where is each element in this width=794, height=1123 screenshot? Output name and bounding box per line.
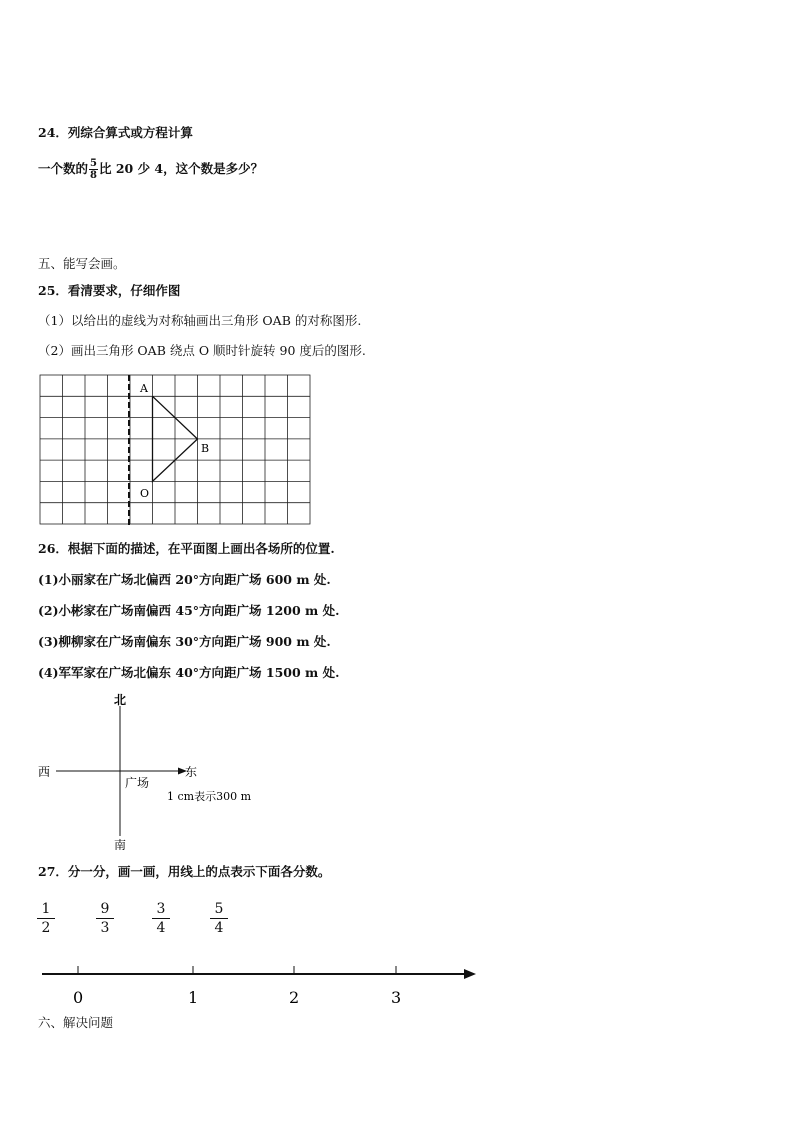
grid-lines [40,375,310,524]
label-o: O [140,487,150,500]
q26-item1: (1)小丽家在广场北偏西 20°方向距广场 600 m 处. [38,572,331,587]
section6-heading: 六、解决问题 [38,1015,114,1030]
q24-text-after: 比 20 少 4，这个数是多少？ [98,161,264,176]
q27-number-line [36,962,481,1012]
fraction-9-3: $\frac{9}{3}$ [96,900,114,937]
center-label: 广场 [125,776,150,790]
tick-label-0: 0 [73,988,84,1007]
south-label: 南 [114,838,127,852]
q26-title: 26．根据下面的描述，在平面图上画出各场所的位置. [38,541,335,556]
q26-item4: (4)军军家在广场北偏东 40°方向距广场 1500 m 处. [38,665,340,680]
label-a: A [140,382,148,395]
q26-item3: (3)柳柳家在广场南偏东 30°方向距广场 900 m 处. [38,634,331,649]
q25-item1: （1）以给出的虚线为对称轴画出三角形 OAB 的对称图形. [38,313,362,328]
q27-title: 27．分一分，画一画，用线上的点表示下面各分数。 [38,864,331,879]
q25-grid-figure [38,373,314,528]
fraction-1-2: $\frac{1}{2}$ [37,900,55,937]
fraction-3-4: $\frac{3}{4}$ [152,900,170,937]
tick-label-2: 2 [289,988,300,1007]
q25-item2: （2）画出三角形 OAB 绕点 O 顺时针旋转 90 度后的图形. [38,343,366,358]
q26-compass-diagram [30,690,280,855]
east-label: 东 [185,765,198,779]
tick-label-3: 3 [391,988,402,1007]
label-b: B [201,442,210,455]
q24-title: 24．列综合算式或方程计算 [38,125,193,140]
tick-label-1: 1 [188,988,199,1007]
q25-title: 25．看清要求，仔细作图 [38,283,181,298]
q24-text [38,158,263,181]
number-line-arrow-icon [464,969,476,979]
q26-item2: (2)小彬家在广场南偏西 45°方向距广场 1200 m 处. [38,603,340,618]
scale-label: 1 cm表示300 m [167,790,252,803]
fraction-5-4: $\frac{5}{4}$ [210,900,228,937]
section5-heading: 五、能写会画。 [38,256,126,271]
q24-fraction: $\frac{5}{8}$ [90,158,97,181]
north-label: 北 [114,693,127,707]
west-label: 西 [38,765,51,779]
q24-text-before: 一个数的 [38,161,89,176]
